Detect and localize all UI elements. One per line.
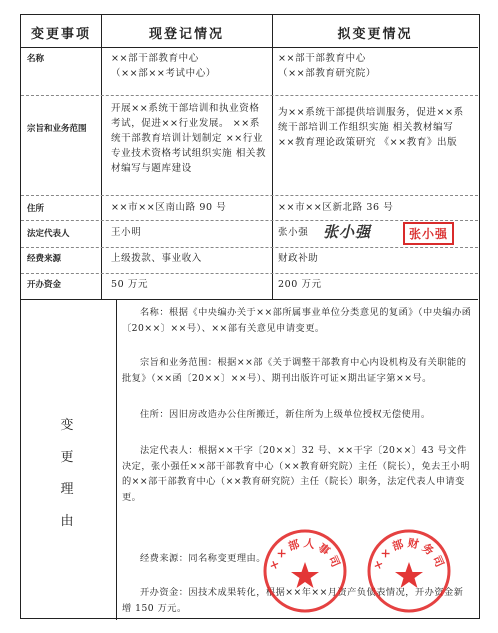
current-name: ××部干部教育中心 （××部××考试中心）: [111, 53, 216, 79]
current-purpose: 开展××系统干部培训和执业资格考试，促进××行业发展。 ××系统干部教育培训计划制定 ××行业专业技术资格考试组织实施 相关教材编写与题库建设: [111, 103, 267, 174]
official-seal-personnel: [262, 528, 348, 614]
label-address: 住所: [27, 204, 45, 214]
reason-char-3: 理: [60, 482, 76, 497]
proposed-purpose: 为××系统干部提供培训服务，促进××系统干部培训工作组织实施 相关教材编写 ××教育理论政策研究 《××教育》出版: [278, 107, 464, 148]
reason-char-4: 由: [60, 514, 76, 529]
proposed-legal-rep: 张小强: [278, 227, 309, 238]
proposed-capital: 200 万元: [278, 279, 322, 290]
reason-funding: 经费来源：同名称变更理由。: [140, 553, 266, 564]
proposed-funding: 财政补助: [278, 253, 319, 264]
header-divider: [21, 47, 478, 48]
proposed-name: ××部干部教育中心 （××部教育研究院）: [278, 53, 376, 79]
seal-text-personnel: ××部人事司: [266, 536, 344, 572]
reason-purpose: 宗旨和业务范围：根据××部《关于调整干部教育中心内设机构及有关职能的批复》（××函〔20××〕××号）、期刊出版许可证×期出证字第××号。: [122, 357, 467, 384]
seal-star-icon: [395, 562, 423, 588]
col-divider-1: [101, 15, 102, 299]
label-funding: 经费来源: [27, 254, 62, 264]
reason-address: 住所：因旧房改造办公住所搬迁，新住所为上级单位授权无偿使用。: [140, 409, 431, 420]
reason-char-1: 变: [60, 418, 76, 433]
reason-divider: [116, 299, 117, 620]
reason-top-divider: [21, 299, 478, 300]
label-capital: 开办资金: [27, 280, 62, 290]
reason-capital: 开办资金：因技术成果转化，根据××年××月资产负债表情况，开办资金新增 150 万元。: [122, 587, 464, 614]
seal-text-finance: ××部财务司: [370, 536, 448, 572]
current-funding: 上级拨款、事业收入: [111, 253, 202, 264]
label-purpose: 宗旨和业务范围: [27, 124, 87, 134]
col-divider-2: [272, 15, 273, 299]
reason-legal-rep: 法定代表人：根据××干字〔20××〕32 号、××干字〔20××〕43 号文件决定，张小强任××部干部教育中心（××教育研究院）主任（院长），免去王小明的××部干部教育中心（××教育研究院）主任（院长）职务，法定代表人申请变更。: [122, 445, 470, 503]
reason-label: [57, 410, 79, 538]
seal-star-icon: [291, 562, 319, 588]
label-legal-rep: 法定代表人: [27, 229, 70, 239]
current-capital: 50 万元: [111, 279, 149, 290]
reason-name: 名称：根据《中央编办关于××部所属事业单位分类意见的复函》（中央编办函〔20××〕××号）、××部有关意见申请变更。: [122, 307, 472, 334]
current-address: ××市××区南山路 90 号: [111, 202, 227, 213]
reason-char-2: 更: [60, 450, 76, 465]
proposed-address: ××市××区新北路 36 号: [278, 202, 394, 213]
official-seal-finance: [366, 528, 452, 614]
label-name: 名称: [27, 54, 45, 64]
current-legal-rep: 王小明: [111, 227, 142, 238]
header-proposed: 拟变更情况: [337, 27, 413, 42]
header-current: 现登记情况: [148, 27, 224, 42]
header-change-item: 变更事项: [30, 27, 91, 42]
handwritten-signature: 张小强: [323, 223, 372, 241]
name-seal-stamp: 张小强: [403, 222, 454, 245]
